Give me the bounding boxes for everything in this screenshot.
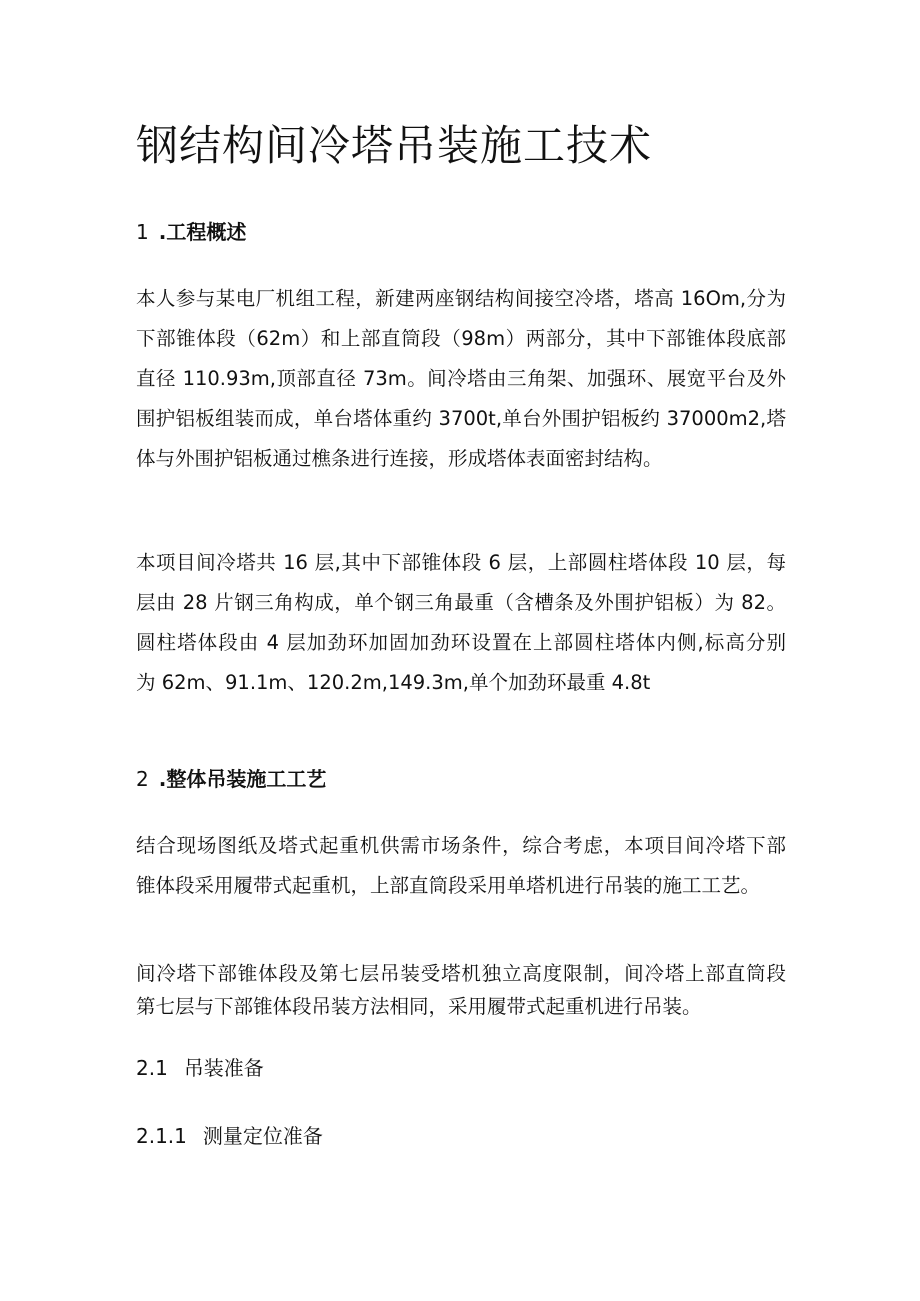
text-line: 圆柱塔体段由 4 层加劲环加固加劲环设置在上部圆柱塔体内侧,标高分别: [136, 631, 786, 654]
section-2-title: .整体吊装施工工艺: [158, 767, 327, 791]
document-title: 钢结构间冷塔吊装施工技术: [136, 121, 653, 170]
section-1-paragraph-1: [136, 279, 786, 479]
section-2-heading: [136, 765, 326, 793]
subsection-2-1-heading: [136, 1054, 264, 1082]
text-line: 锥体段采用履带式起重机，上部直筒段采用单塔机进行吊装的施工工艺。: [136, 874, 761, 897]
section-2-paragraph-2: [136, 957, 786, 1023]
section-1-number: 1: [136, 220, 149, 244]
text-line: 下部锥体段（62m）和上部直筒段（98m）两部分，其中下部锥体段底部: [136, 327, 786, 350]
text-line: 本项目间冷塔共 16 层,其中下部锥体段 6 层，上部圆柱塔体段 10 层，每: [136, 551, 786, 574]
section-1-title: .工程概述: [158, 220, 247, 244]
section-2-number: 2: [136, 767, 149, 791]
text-line: 直径 110.93m,顶部直径 73m。间冷塔由三角架、加强环、展宽平台及外: [136, 367, 786, 390]
section-1-heading: [136, 218, 246, 246]
text-line: 本人参与某电厂机组工程，新建两座钢结构间接空冷塔，塔高 16Om,分为: [136, 287, 786, 310]
subsection-2-1-title: 吊装准备: [183, 1056, 264, 1080]
subsection-2-1-number: 2.1: [136, 1056, 168, 1080]
text-line: 为 62m、91.1m、120.2m,149.3m,单个加劲环最重 4.8t: [136, 671, 651, 694]
section-1-paragraph-2: [136, 543, 786, 703]
text-line: 层由 28 片钢三角构成，单个钢三角最重（含槽条及外围护铝板）为 82。: [136, 591, 786, 614]
text-line: 间冷塔下部锥体段及第七层吊装受塔机独立高度限制，间冷塔上部直筒段: [136, 962, 786, 985]
subsection-2-1-1-heading: [136, 1122, 323, 1150]
section-2-paragraph-1: [136, 826, 786, 906]
text-line: 围护铝板组装而成，单台塔体重约 3700t,单台外围护铝板约 37000m2,塔: [136, 407, 786, 430]
text-line: 第七层与下部锥体段吊装方法相同，采用履带式起重机进行吊装。: [136, 995, 702, 1018]
subsection-2-1-1-number: 2.1.1: [136, 1124, 187, 1148]
text-line: 体与外围护铝板通过樵条进行连接，形成塔体表面密封结构。: [136, 447, 663, 470]
text-line: 结合现场图纸及塔式起重机供需市场条件，综合考虑，本项目间冷塔下部: [136, 834, 786, 857]
subsection-2-1-1-title: 测量定位准备: [202, 1124, 323, 1148]
